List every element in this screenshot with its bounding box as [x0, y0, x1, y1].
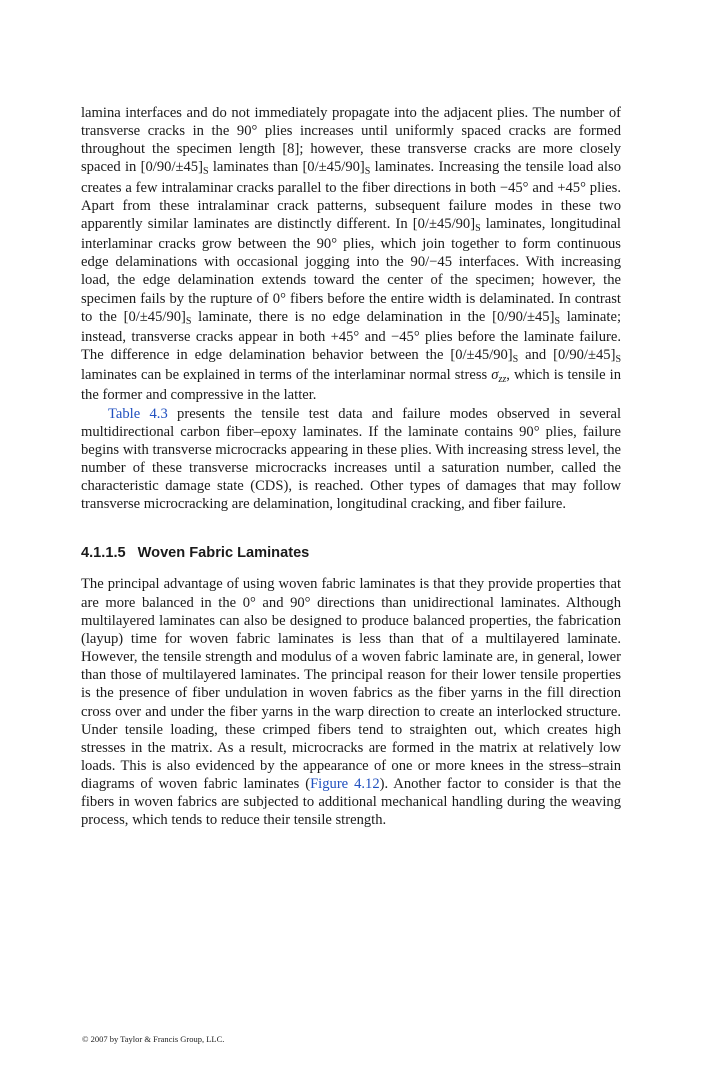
subscript: S	[512, 354, 519, 366]
paragraph-laminate-failure	[81, 104, 621, 405]
section-title: Woven Fabric Laminates	[137, 545, 310, 562]
section-number: 4.1.1.5	[81, 545, 126, 562]
text-run: presents the tensile test data and failure modes observed in several multidirectional carbon fiber–epoxy laminates. If the laminate contains 90° plies, failure begins with transverse microcracks appearing in these plies. With increasing stress level, the number of these transverse microcracks increases until a saturation number, called the characteristic damage state (CDS), is reached. Other types of damages that may follow transverse microcracking are delamination, longitudinal cracking, and fiber failure.	[81, 405, 621, 513]
text-run: laminates can be explained in terms of the interlaminar normal stress	[81, 367, 492, 384]
paragraph-woven-fabric	[81, 575, 621, 829]
subscript: S	[364, 166, 371, 178]
text-run: , which is tensile in the former and compressive in the latter.	[81, 367, 622, 404]
text-run: ). Another factor to consider is that the fibers in woven fabrics are subjected to additional mechanical handling during the weaving process, which tends to reduce their tensile strength.	[81, 776, 622, 829]
subscript: S	[202, 166, 209, 178]
figure-4-12-link[interactable]: Figure 4.12	[310, 776, 380, 793]
subscript: S	[615, 354, 621, 366]
paragraph-table-reference	[81, 405, 621, 514]
text-run: and [0/90/±45]	[518, 347, 616, 364]
sigma-subscript: zz	[498, 374, 507, 386]
text-run: laminates than [0/±45/90]	[208, 159, 365, 176]
copyright-footer: © 2007 by Taylor & Francis Group, LLC.	[82, 1034, 225, 1044]
subscript: S	[185, 315, 192, 327]
subscript: S	[475, 222, 481, 234]
text-run: lamina interfaces and do not immediately propagate into the adjacent plies. The number of transverse cracks in the 90° plies increases until uniformly spaced cracks are formed throughout the specimen length [8]; however, these transverse cracks are more closely spaced in [0/90/±45]	[81, 105, 621, 176]
subscript: S	[554, 315, 560, 327]
page-content	[81, 104, 621, 830]
table-4-3-link[interactable]: Table 4.3	[108, 405, 168, 422]
text-run: laminate; instead, transverse cracks appear in both +45° and −45° plies before the laminate failure. The difference in edge delamination behavior between the [0/±45/90]	[81, 308, 622, 364]
sigma-symbol	[491, 367, 507, 386]
sigma-letter: σ	[491, 367, 499, 384]
section-heading	[81, 544, 621, 562]
text-run: The principal advantage of using woven fabric laminates is that they provide properties that are more balanced in the 0° and 90° directions than unidirectional laminates. Although multilayered laminates can also be designed to produce balanced properties, the fabrication (layup) time for woven fabric laminates is less than that of a multilayered laminate. However, the tensile strength and modulus of a woven fabric laminate are, in general, lower than those of multilayered laminates. The principal reason for their lower tensile properties is the presence of fiber undulation in woven fabrics as the fiber yarns in the fill direction cross over and under the fiber yarns in the warp direction to create an interlocked structure. Under tensile loading, these crimped fibers tend to straighten out, which creates high stresses in the matrix. As a result, microcracks are formed in the matrix at relatively low loads. This is also evidenced by the appearance of one or more knees in the stress–strain diagrams of woven fabric laminates (	[81, 576, 621, 793]
text-run: laminate, there is no edge delamination in the [0/90/±45]	[191, 308, 555, 325]
text-run: laminates. Increasing the tensile load also creates a few intralaminar cracks parallel to the fiber directions in both −45° and +45° plies. Apart from these intralaminar crack patterns, subsequent failure modes in these two apparently similar laminates are distinctly different. In [0/±45/90]	[81, 159, 621, 232]
text-run: laminates, longitudinal interlaminar cracks grow between the 90° plies, which join together to form continuous edge delaminations with occasional jogging into the 90/−45 interfaces. With increasing load, the edge delamination extends toward the center of the specimen; however, the specimen fails by the rupture of 0° fibers before the entire width is delaminated. In contrast to the [0/±45/90]	[81, 215, 621, 325]
